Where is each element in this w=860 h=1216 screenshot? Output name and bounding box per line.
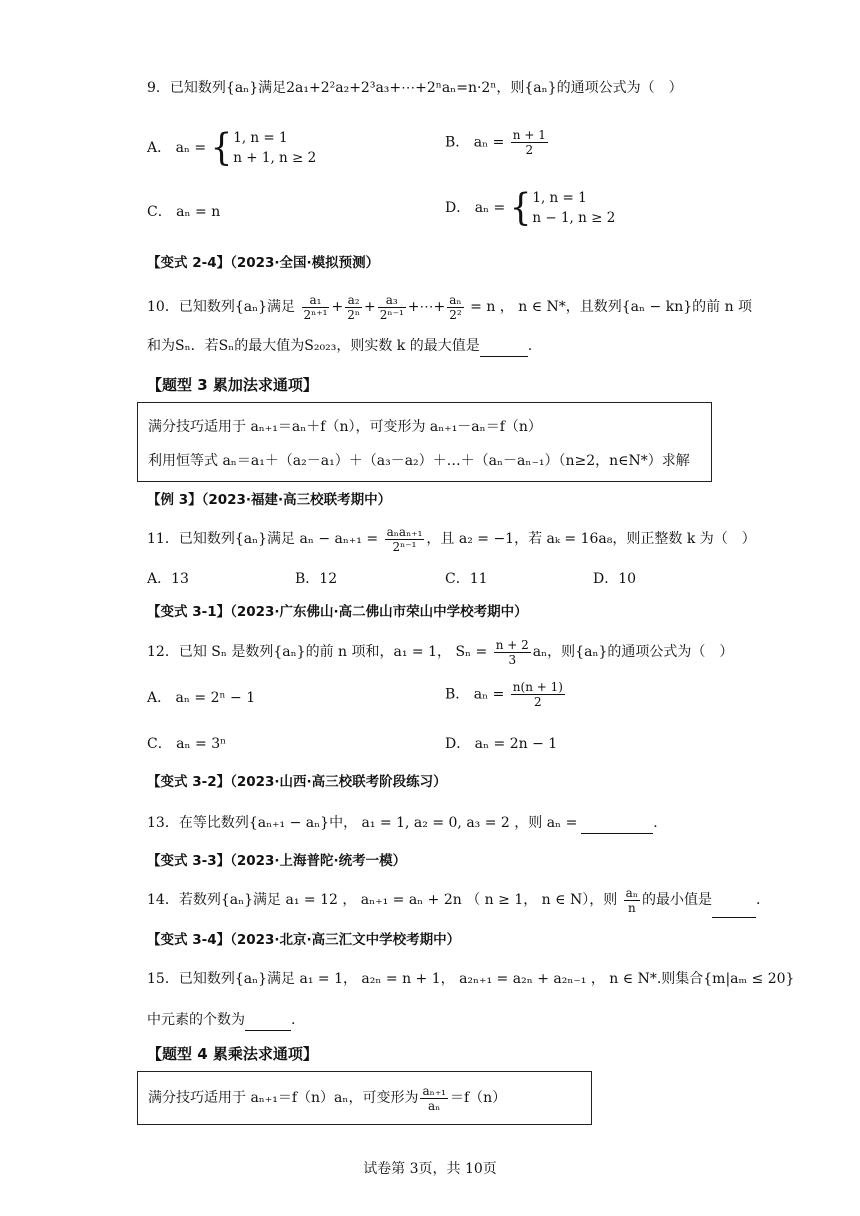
question-15-line-2: [147, 1010, 295, 1031]
question-10-line-2: [147, 336, 532, 357]
variant-3-2-header: [147, 772, 447, 792]
tip-line-2: 利用恒等式 aₙ＝a₁＋（a₂－a₁）＋（a₃－a₂）＋…＋（aₙ－aₙ₋₁）（n≥2，n∈N*）求解: [148, 453, 690, 469]
q13-text: 13．在等比数列{aₙ₊₁ − aₙ}中， a₁ = 1, a₂ = 0, a₃ = 2 ，则 aₙ =: [147, 815, 578, 831]
tip-line-1: 满分技巧适用于 aₙ₊₁＝aₙ＋f（n），可变形为 aₙ₊₁－aₙ＝f（n）: [148, 419, 542, 435]
variant-3-1-header: [147, 602, 528, 622]
fraction-numerator: a₁: [302, 293, 330, 308]
fraction-denominator: 2: [525, 143, 534, 157]
q12-option-a: A． aₙ = 2ⁿ − 1: [147, 690, 256, 706]
option-lhs: aₙ =: [473, 134, 505, 151]
q12-option-b: [445, 680, 567, 709]
piecewise-cases: [233, 128, 316, 168]
variant-tag: 【变式 3-3】: [147, 853, 231, 869]
brace-glyph: {: [509, 186, 532, 230]
fraction-numerator: aₙ: [447, 293, 463, 308]
type-3-heading: 【题型 3 累加法求通项】: [147, 376, 318, 394]
fraction-numerator: aₙ: [625, 885, 639, 900]
fraction-numerator: aₙ₊₁: [422, 1083, 446, 1098]
option-label: B．: [445, 134, 470, 151]
tip-box-type-3: [137, 402, 712, 482]
fraction-denominator: 2ⁿ⁻¹: [379, 307, 404, 322]
q9-option-c: C． aₙ = n: [147, 204, 221, 220]
fraction-denominator: aₙ: [428, 1098, 441, 1113]
variant-tag: 【变式 3-4】: [147, 932, 231, 948]
example-source: （2023·福建·高三校联考期中）: [201, 492, 392, 508]
tip-line: [148, 1080, 506, 1116]
option-label: A．: [147, 140, 172, 156]
answer-blank[interactable]: [245, 1010, 291, 1031]
fraction: [378, 293, 406, 322]
fraction-denominator: 2ⁿ: [347, 307, 361, 322]
q11-option-b: B．12: [295, 571, 338, 587]
variant-source: （2023·北京·高三汇文中学校考期中）: [230, 932, 461, 948]
question-15-line-1: 15．已知数列{aₙ}满足 a₁ = 1， a₂ₙ = n + 1， a₂ₙ₊₁ = a₂ₙ + a₂ₙ₋₁ ， n ∈ N*.则集合{m|aₘ ≤ 20}: [147, 971, 795, 987]
fraction-numerator: a₃: [378, 293, 406, 308]
variant-source: （2023·山西·高三校联考阶段练习）: [230, 774, 447, 790]
fraction-denominator: 2: [534, 695, 542, 709]
fraction-numerator: n + 1: [512, 128, 546, 142]
answer-blank[interactable]: [480, 336, 528, 357]
question-13: [147, 813, 658, 834]
piecewise-cases: [532, 188, 615, 228]
question-9: 9．已知数列{aₙ}满足2a₁+2²a₂+2³a₃+⋯+2ⁿaₙ=n·2ⁿ，则{aₙ}的通项公式为（ ）: [147, 80, 683, 96]
variant-3-4-header: [147, 930, 460, 950]
period: .: [756, 892, 761, 908]
fraction: [385, 525, 425, 554]
variant-source: （2023·广东佛山·高二佛山市荣山中学校考期中）: [230, 604, 528, 620]
fraction: [511, 128, 548, 157]
q9-option-d: [445, 188, 615, 228]
q14-prefix: 14．若数列{aₙ}满足 a₁ = 12 ， aₙ₊₁ = aₙ + 2n （ n ≥ 1， n ∈ N），则: [147, 892, 618, 908]
q11-option-a: A．13: [147, 571, 189, 587]
period: .: [653, 815, 658, 831]
option-label: B．: [445, 686, 470, 703]
question-14: [147, 883, 760, 918]
fraction: [494, 638, 531, 667]
q11-option-d: D．10: [593, 571, 637, 587]
period: .: [527, 338, 533, 354]
fraction: [511, 680, 565, 709]
question-10-line-1: 10．已知数列{aₙ}满足 $\frac{\text{a₁}}{\text{2ⁿ⁺¹}}$ + $\frac{\text{a₂}}{\text{2ⁿ}}$ + $\frac{\text{a₃}}{\text{2ⁿ⁻¹}}$ +⋯+ $\frac{\text{aₙ}}{\text{2²}}$ = n ， n ∈ N*，且数列{aₙ − kn}的前 n 项: [147, 292, 753, 322]
tip-box-type-4: [137, 1071, 592, 1125]
fraction-denominator: 2²: [449, 307, 462, 322]
fraction-numerator: n(n + 1): [512, 680, 563, 694]
case-2: n + 1, n ≥ 2: [233, 150, 317, 166]
example-tag: 【例 3】: [147, 492, 202, 508]
q11-prefix: 11．已知数列{aₙ}满足 aₙ − aₙ₊₁ =: [147, 531, 379, 547]
fraction: [420, 1084, 448, 1113]
fraction: [624, 886, 640, 915]
page-footer: 试卷第 3页，共 10页: [363, 1161, 497, 1177]
fraction-denominator: 2ⁿ⁺¹: [303, 307, 328, 322]
tip-suffix: ＝f（n）: [449, 1090, 507, 1106]
q11-suffix: ，且 a₂ = −1，若 aₖ = 16a₈，则正整数 k 为（ ）: [426, 531, 756, 547]
variant-source: （2023·上海普陀·统考一模）: [230, 853, 407, 869]
variant-tag: 【变式 3-1】: [147, 604, 231, 620]
fraction-numerator: a₂: [345, 293, 362, 308]
brace-glyph: {: [210, 126, 233, 170]
variant-tag: 【变式 3-2】: [147, 774, 231, 790]
q9-option-a: [147, 128, 316, 168]
fraction-denominator: 2ⁿ⁻¹: [392, 539, 417, 554]
case-2: n − 1, n ≥ 2: [532, 210, 616, 226]
q9-option-b: [445, 128, 550, 157]
variant-tag: 【变式 2-4】: [147, 255, 231, 271]
q11-option-c: C．11: [445, 571, 488, 587]
question-11: [147, 522, 756, 556]
option-lhs: aₙ =: [474, 200, 506, 216]
q12-suffix: aₙ，则{aₙ}的通项公式为（ ）: [532, 644, 734, 660]
tip-prefix: 满分技巧适用于 aₙ₊₁＝f（n）aₙ，可变形为: [148, 1090, 419, 1106]
fraction-denominator: n: [627, 900, 636, 915]
q14-suffix: 的最小值是: [642, 892, 713, 908]
q10-line2: 和为Sₙ．若Sₙ的最大值为S₂₀₂₃，则实数 k 的最大值是: [147, 338, 480, 354]
q10-mid: = n ， n ∈ N*，且数列{aₙ − kn}的前 n 项: [470, 299, 753, 315]
example-3-header: [147, 490, 391, 510]
question-12: [147, 635, 733, 669]
fraction-numerator: aₙaₙ₊₁: [386, 524, 423, 539]
q12-option-c: C． aₙ = 3ⁿ: [147, 736, 227, 752]
fraction-numerator: n + 2: [495, 637, 529, 652]
fraction: [447, 293, 463, 322]
variant-2-4-header: [147, 253, 379, 273]
option-label: D．: [445, 200, 471, 216]
variant-source: （2023·全国·模拟预测）: [230, 255, 380, 271]
period: .: [291, 1012, 296, 1028]
fraction: [345, 293, 362, 322]
q10-prefix: 10．已知数列{aₙ}满足: [147, 299, 296, 315]
variant-3-3-header: [147, 851, 406, 871]
type-4-heading: 【题型 4 累乘法求通项】: [147, 1045, 318, 1063]
answer-blank[interactable]: [712, 883, 756, 918]
q15-line2: 中元素的个数为: [147, 1012, 245, 1028]
fraction-denominator: 3: [508, 652, 517, 667]
answer-blank[interactable]: [581, 813, 653, 834]
q12-option-d: D． aₙ = 2n − 1: [445, 736, 558, 752]
option-lhs: aₙ =: [175, 140, 207, 156]
case-1: 1, n = 1: [233, 130, 288, 146]
case-1: 1, n = 1: [532, 190, 587, 206]
fraction: [302, 293, 330, 322]
q12-prefix: 12．已知 Sₙ 是数列{aₙ}的前 n 项和，a₁ = 1， Sₙ =: [147, 644, 488, 660]
option-lhs: aₙ =: [473, 686, 505, 703]
